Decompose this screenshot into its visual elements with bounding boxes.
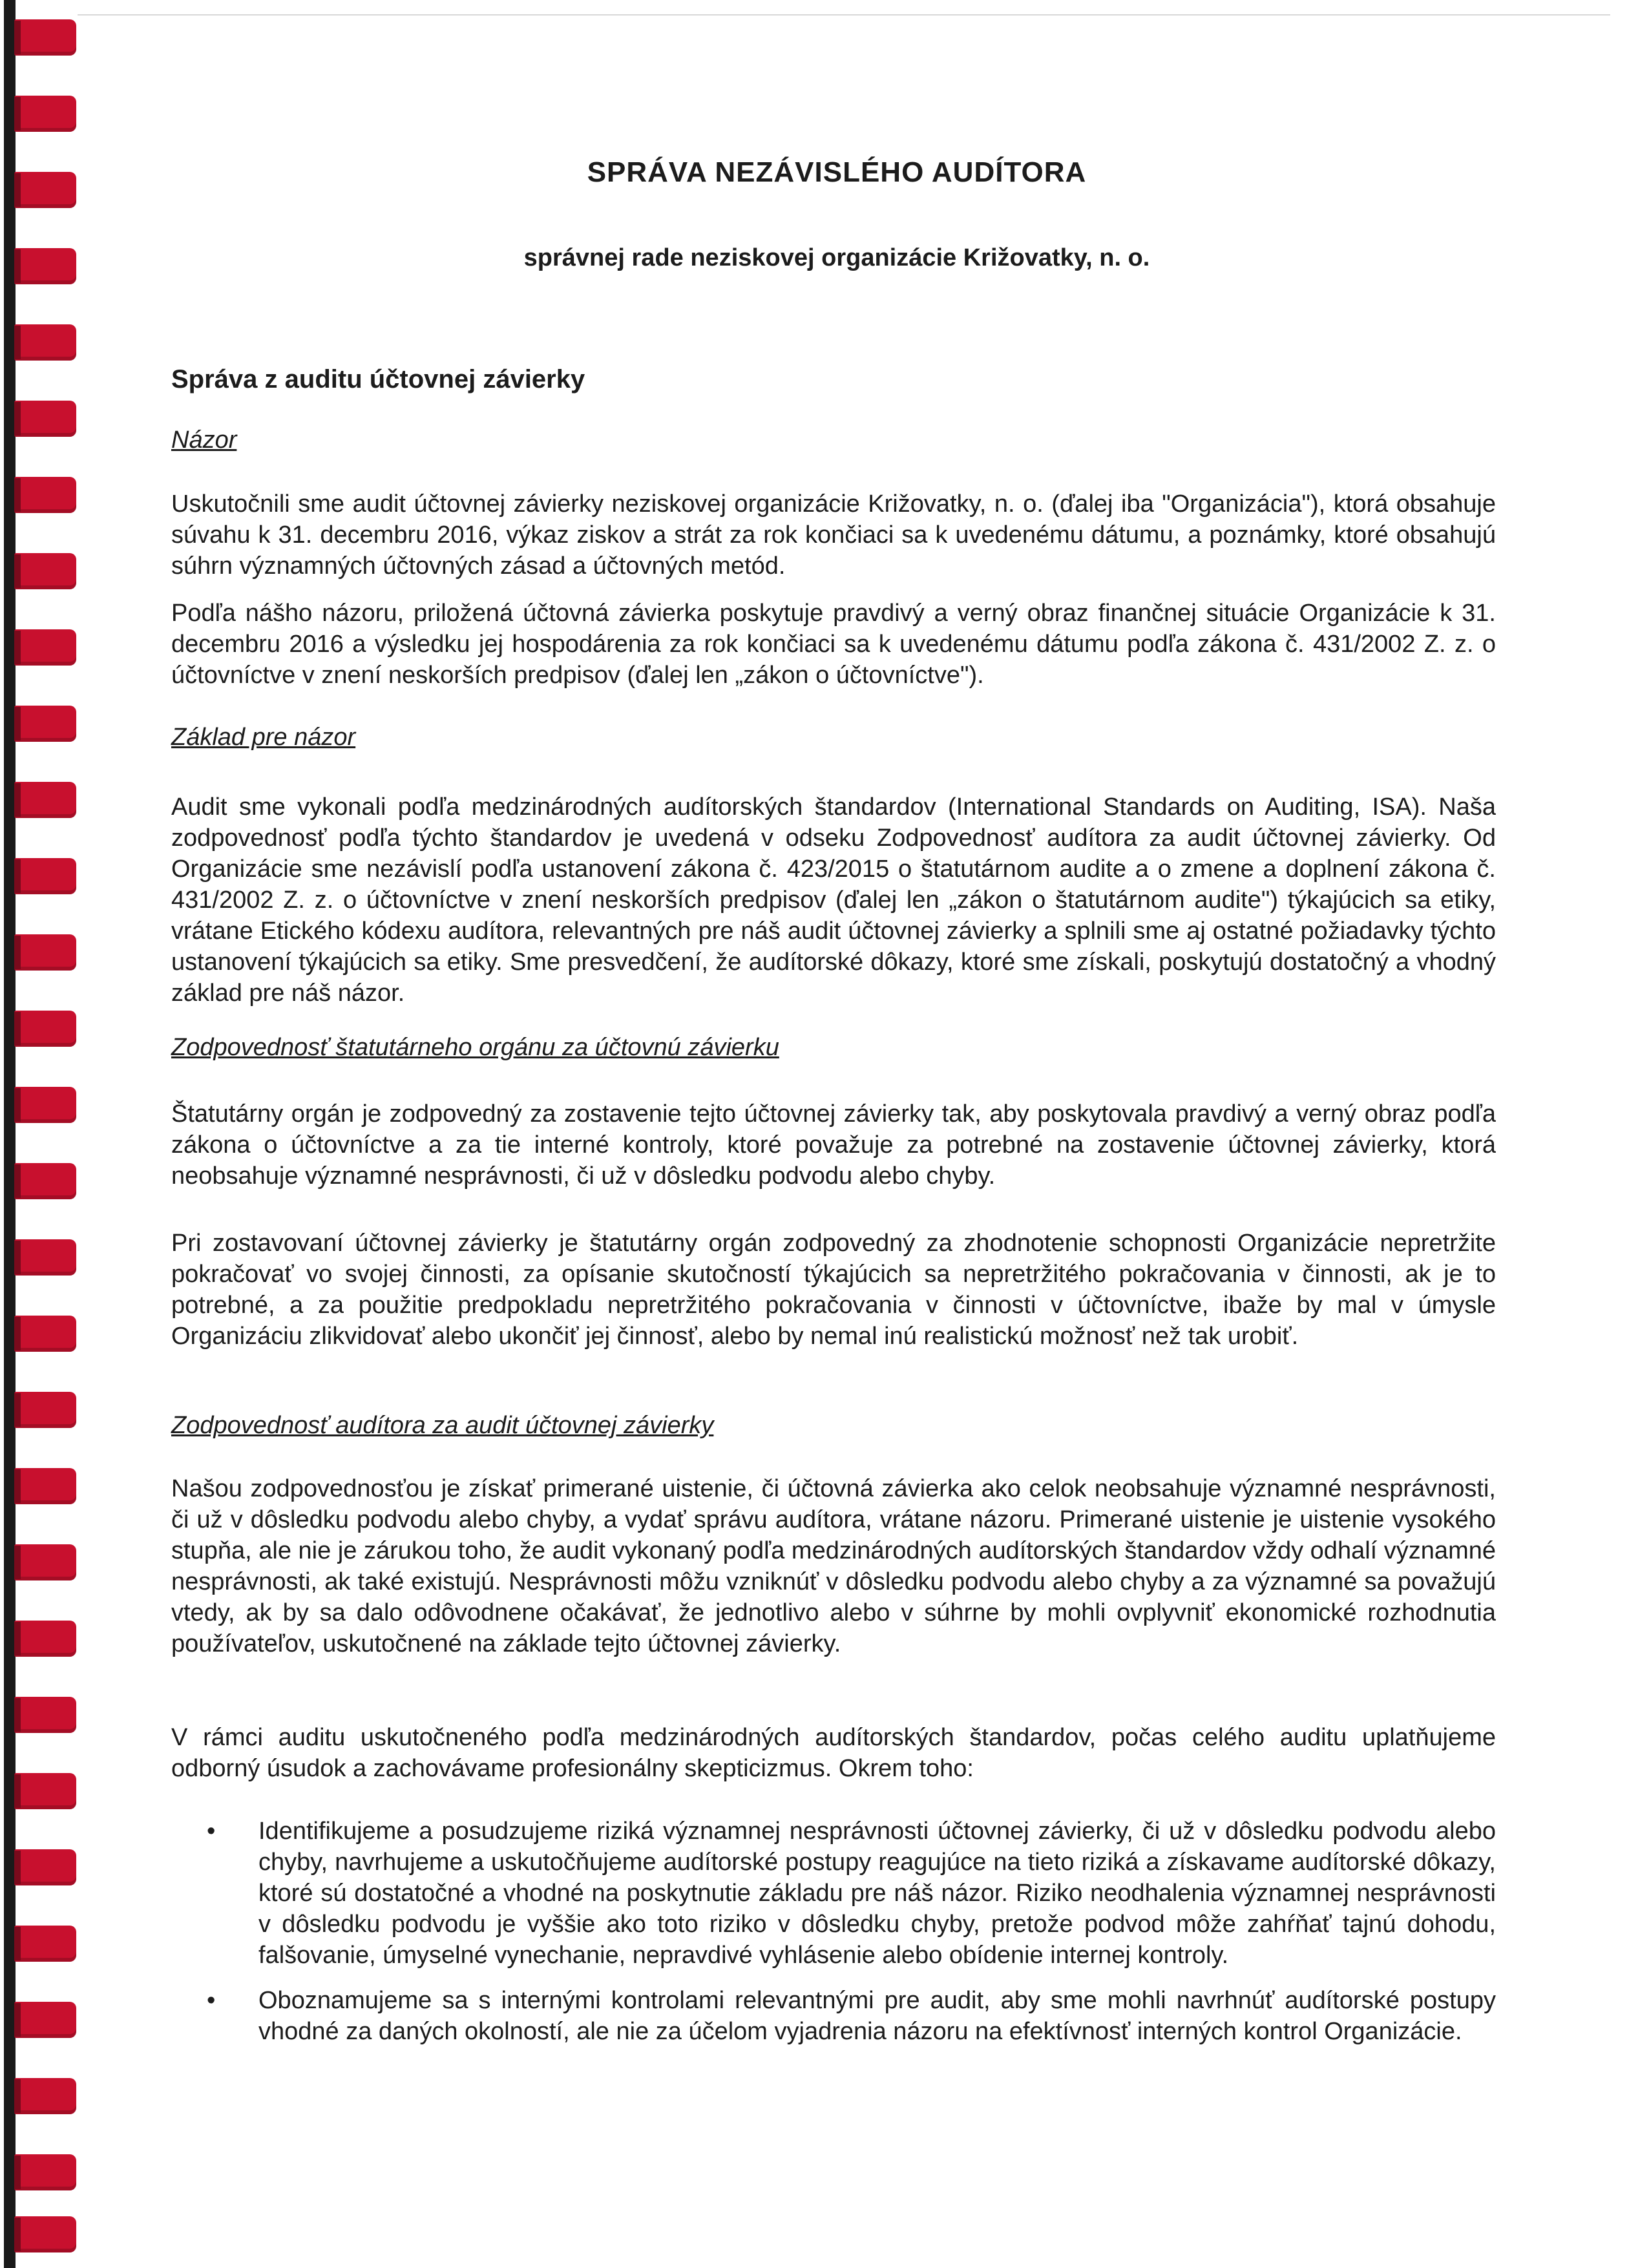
procedures-list: [207, 1816, 1496, 2061]
binding-ring: [14, 1239, 76, 1276]
binding-ring: [14, 1468, 76, 1504]
report-title: SPRÁVA NEZÁVISLÉHO AUDÍTORA: [587, 156, 1087, 188]
binding-ring: [14, 2154, 76, 2190]
binding-ring: [14, 1087, 76, 1123]
binding-ring: [14, 1849, 76, 1885]
binding-ring: [14, 2216, 76, 2252]
binding-ring: [14, 1011, 76, 1047]
subheading-basis: Základ pre názor: [171, 724, 356, 751]
paragraph-basis: Audit sme vykonali podľa medzinárodných audítorských štandardov (International Standards on Auditing, ISA). Naša zodpovednosť podľa týchto štandardov je uvedená v odseku Zodpovednosť audítora za audit účtovnej závierky. Od Organizácie sme nezávislí podľa ustanovení zákona č. 423/2015 o štatutárnom audite a o zmene a doplnení zákona č. 431/2002 Z. z. o účtovníctve v znení neskorších predpisov (ďalej len „zákon o štatutárnom audite") týkajúcich sa etiky, vrátane Etického kódexu audítora, relevantných pre náš audit účtovnej závierky a splnili sme aj ostatné požiadavky týchto ustanovení týkajúcich sa etiky. Sme presvedčení, že audítorské dôkazy, ktoré sme získali, poskytujú dostatočný a vhodný základ pre náš názor.: [171, 793, 1496, 1007]
binding-ring: [14, 1544, 76, 1580]
binding-ring: [14, 2078, 76, 2114]
binding-ring: [14, 1926, 76, 1962]
binding-ring: [14, 96, 76, 132]
section-heading: Správa z auditu účtovnej závierky: [171, 365, 585, 394]
spiral-binding: [0, 0, 78, 2268]
binding-ring: [14, 1773, 76, 1809]
binding-ring: [14, 858, 76, 894]
list-item: [207, 1816, 1496, 1971]
list-item-text: Oboznamujeme sa s internými kontrolami relevantnými pre audit, aby sme mohli navrhnúť audítorské postupy vhodné za daných okolností, ale nie za účelom vyjadrenia názoru na efektívnosť interných kontrol Organizácie.: [258, 1987, 1496, 2045]
binding-ring: [14, 248, 76, 284]
binding-ring: [14, 2002, 76, 2038]
binding-ring: [14, 477, 76, 513]
binding-ring: [14, 553, 76, 589]
binding-ring: [14, 1316, 76, 1352]
paragraph-opinion: Podľa nášho názoru, priložená účtovná závierka poskytuje pravdivý a verný obraz finančnej situácie Organizácie k 31. decembru 2016 a výsledku jej hospodárenia za rok končiaci sa k uvedenému dátumu podľa zákona č. 431/2002 Z. z. o účtovníctve v znení neskorších predpisov (ďalej len „zákon o účtovníctve").: [171, 600, 1496, 689]
list-item: [207, 1985, 1496, 2047]
page-top-edge: [78, 14, 1610, 16]
binding-ring: [14, 19, 76, 56]
report-addressee: správnej rade neziskovej organizácie Križovatky, n. o.: [523, 244, 1150, 271]
subheading-statutory-responsibility: Zodpovednosť štatutárneho orgánu za účtovnú závierku: [171, 1034, 779, 1061]
paragraph-auditor-2: V rámci auditu uskutočneného podľa medzinárodných audítorských štandardov, počas celého auditu uplatňujeme odborný úsudok a zachovávame profesionálny skepticizmus. Okrem toho:: [171, 1724, 1496, 1782]
bullet-marker: •: [207, 1818, 216, 1845]
subheading-opinion: Názor: [171, 426, 237, 454]
binding-ring: [14, 1697, 76, 1733]
binding-ring: [14, 629, 76, 666]
binding-ring: [14, 1621, 76, 1657]
binding-ring: [14, 172, 76, 208]
list-item-text: Identifikujeme a posudzujeme riziká významnej nesprávnosti účtovnej závierky, či už v dôsledku podvodu alebo chyby, navrhujeme a uskutočňujeme audítorské postupy reagujúce na tieto riziká a získavame audítorské dôkazy, ktoré sú dostatočné a vhodné na poskytnutie základu pre náš názor. Riziko neodhalenia významnej nesprávnosti v dôsledku podvodu je vyššie ako toto riziko v dôsledku chyby, pretože podvod môže zahŕňať tajnú dohodu, falšovanie, úmyselné vynechanie, nepravdivé vyhlásenie alebo obídenie internej kontroly.: [258, 1818, 1496, 1969]
paragraph-auditor-1: Našou zodpovednosťou je získať primerané uistenie, či účtovná závierka ako celok neobsahuje významné nesprávnosti, či už v dôsledku podvodu alebo chyby, a vydať správu audítora, vrátane názoru. Primerané uistenie je uistenie vysokého stupňa, ale nie je zárukou toho, že audit vykonaný podľa medzinárodných audítorských štandardov vždy odhalí významné nesprávnosti, ak také existujú. Nesprávnosti môžu vzniknúť v dôsledku podvodu alebo chyby a za významné sa považujú vtedy, ak by sa dalo odôvodnene očakávať, že jednotlivo alebo v súhrne by mohli ovplyvniť ekonomické rozhodnutia používateľov, uskutočnené na základe tejto účtovnej závierky.: [171, 1475, 1496, 1657]
binding-ring: [14, 324, 76, 361]
paragraph-opinion-scope: Uskutočnili sme audit účtovnej závierky neziskovej organizácie Križovatky, n. o. (ďalej iba "Organizácia"), ktorá obsahuje súvahu k 31. decembru 2016, výkaz ziskov a strát za rok končiaci sa k uvedenému dátumu, a poznámky, ktoré obsahujú súhrn významných účtovných zásad a účtovných metód.: [171, 490, 1496, 580]
bullet-marker: •: [207, 1987, 216, 2014]
binding-ring: [14, 401, 76, 437]
paragraph-statutory-2: Pri zostavovaní účtovnej závierky je štatutárny orgán zodpovedný za zhodnotenie schopnosti Organizácie nepretržite pokračovať vo svojej činnosti, za opísanie skutočností týkajúcich sa nepretržitého pokračovania v činnosti, ak je to potrebné, a za použitie predpokladu nepretržitého pokračovania v činnosti v účtovníctve, ibaže by mal v úmysle Organizáciu zlikvidovať alebo ukončiť jej činnosť, alebo by nemal inú realistickú možnosť než tak urobiť.: [171, 1230, 1496, 1350]
binding-ring: [14, 782, 76, 818]
binding-ring: [14, 706, 76, 742]
binding-ring: [14, 934, 76, 971]
binding-ring: [14, 1392, 76, 1428]
binding-ring: [14, 1163, 76, 1199]
paragraph-statutory-1: Štatutárny orgán je zodpovedný za zostavenie tejto účtovnej závierky tak, aby poskytovala pravdivý a verný obraz podľa zákona o účtovníctve a za tie interné kontroly, ktoré považuje za potrebné na zostavenie účtovnej závierky, ktorá neobsahuje významné nesprávnosti, či už v dôsledku podvodu alebo chyby.: [171, 1100, 1496, 1190]
subheading-auditor-responsibility: Zodpovednosť audítora za audit účtovnej závierky: [171, 1412, 714, 1439]
